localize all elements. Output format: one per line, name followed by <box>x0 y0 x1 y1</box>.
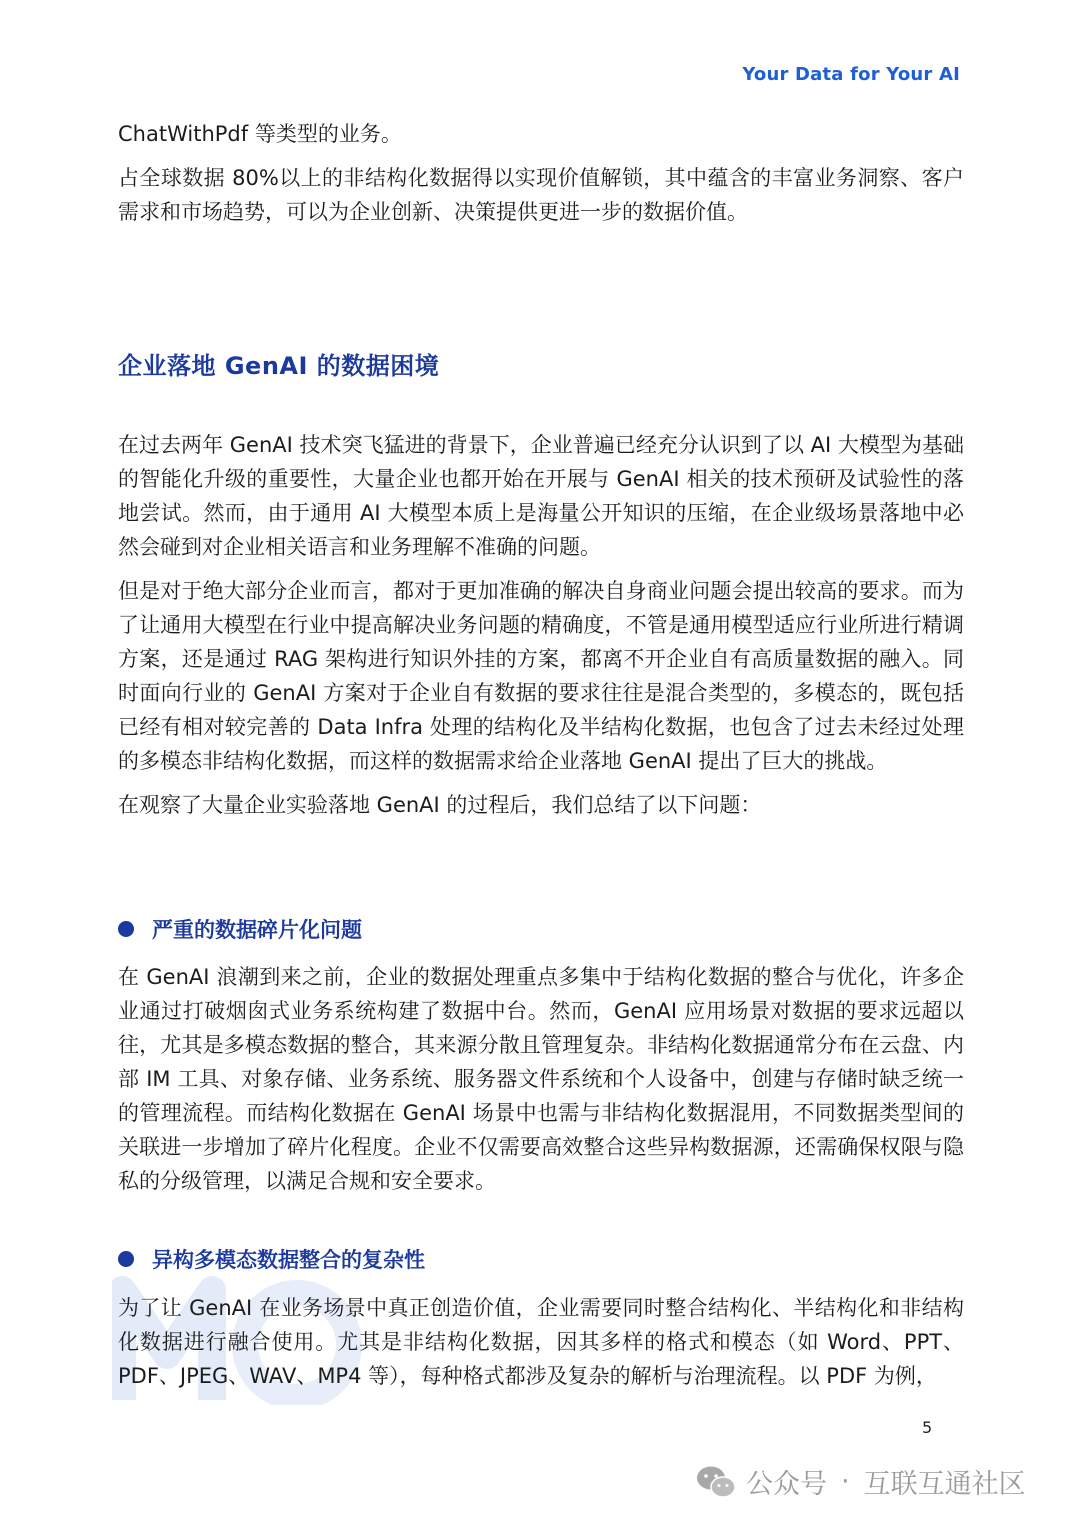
section-paragraph-2: 但是对于绝大部分企业而言，都对于更加准确的解决自身商业问题会提出较高的要求。而为了让通用大模型在行业中提高解决业务问题的精确度，不管是通用模型适应行业所进行精调方案，还是通过 RAG 架构进行知识外挂的方案，都离不开企业自有高质量数据的融入。同时面向行业的 GenAI 方案对于企业自有数据的要求往往是混合类型的，多模态的，既包括已经有相对较完善的 Data Infra 处理的结构化及半结构化数据，也包含了过去未经过处理的多模态非结构化数据，而这样的数据需求给企业落地 GenAI 提出了巨大的挑战。 <box>118 579 964 773</box>
issue-body-2 <box>118 1291 964 1393</box>
issue-body-1 <box>118 960 964 1198</box>
intro-paragraph: 占全球数据 80%以上的非结构化数据得以实现价值解锁，其中蕴含的丰富业务洞察、客户需求和市场趋势，可以为企业创新、决策提供更进一步的数据价值。 <box>118 166 964 224</box>
issue-heading-1-label: 严重的数据碎片化问题 <box>152 918 362 942</box>
intro-block <box>118 117 964 229</box>
footer-account-name: 互联互通社区 <box>863 1469 1026 1500</box>
issue-paragraph-2: 为了让 GenAI 在业务场景中真正创造价值，企业需要同时整合结构化、半结构化和非结构化数据进行融合使用。尤其是非结构化数据，因其多样的格式和模态（如 Word、PPT、PDF、JPEG、WAV、MP4 等），每种格式都涉及复杂的解析与治理流程。以 PDF 为例， <box>118 1296 964 1388</box>
section-paragraph-3: 在观察了大量企业实验落地 GenAI 的过程后，我们总结了以下问题： <box>118 793 762 817</box>
wechat-icon <box>696 1464 736 1500</box>
issue-heading-1 <box>118 914 362 944</box>
issue-heading-2 <box>118 1244 425 1274</box>
issue-heading-2-label: 异构多模态数据整合的复杂性 <box>152 1248 425 1272</box>
footer-separator: · <box>841 1466 850 1497</box>
header-brand: Your Data for Your AI <box>742 64 960 85</box>
bullet-dot-icon <box>118 921 134 937</box>
footer-watermark <box>696 1462 1026 1501</box>
bullet-dot-icon <box>118 1251 134 1267</box>
section-body <box>118 428 964 822</box>
section-paragraph-1: 在过去两年 GenAI 技术突飞猛进的背景下，企业普遍已经充分认识到了以 AI 大模型为基础的智能化升级的重要性，大量企业也都开始在开展与 GenAI 相关的技术预研及试验性的落地尝试。然而，由于通用 AI 大模型本质上是海量公开知识的压缩，在企业级场景落地中必然会碰到对企业相关语言和业务理解不准确的问题。 <box>118 433 964 559</box>
footer-account-prefix: 公众号 <box>746 1469 827 1500</box>
issue-paragraph-1: 在 GenAI 浪潮到来之前，企业的数据处理重点多集中于结构化数据的整合与优化，许多企业通过打破烟囱式业务系统构建了数据中台。然而，GenAI 应用场景对数据的要求远超以往，尤其是多模态数据的整合，其来源分散且管理复杂。非结构化数据通常分布在云盘、内部 IM 工具、对象存储、业务系统、服务器文件系统和个人设备中，创建与存储时缺乏统一的管理流程。而结构化数据在 GenAI 场景中也需与非结构化数据混用，不同数据类型间的关联进一步增加了碎片化程度。企业不仅需要高效整合这些异构数据源，还需确保权限与隐私的分级管理，以满足合规和安全要求。 <box>118 965 964 1193</box>
page-number: 5 <box>922 1418 933 1437</box>
section-title: 企业落地 GenAI 的数据困境 <box>118 352 440 380</box>
intro-line: ChatWithPdf 等类型的业务。 <box>118 122 402 146</box>
